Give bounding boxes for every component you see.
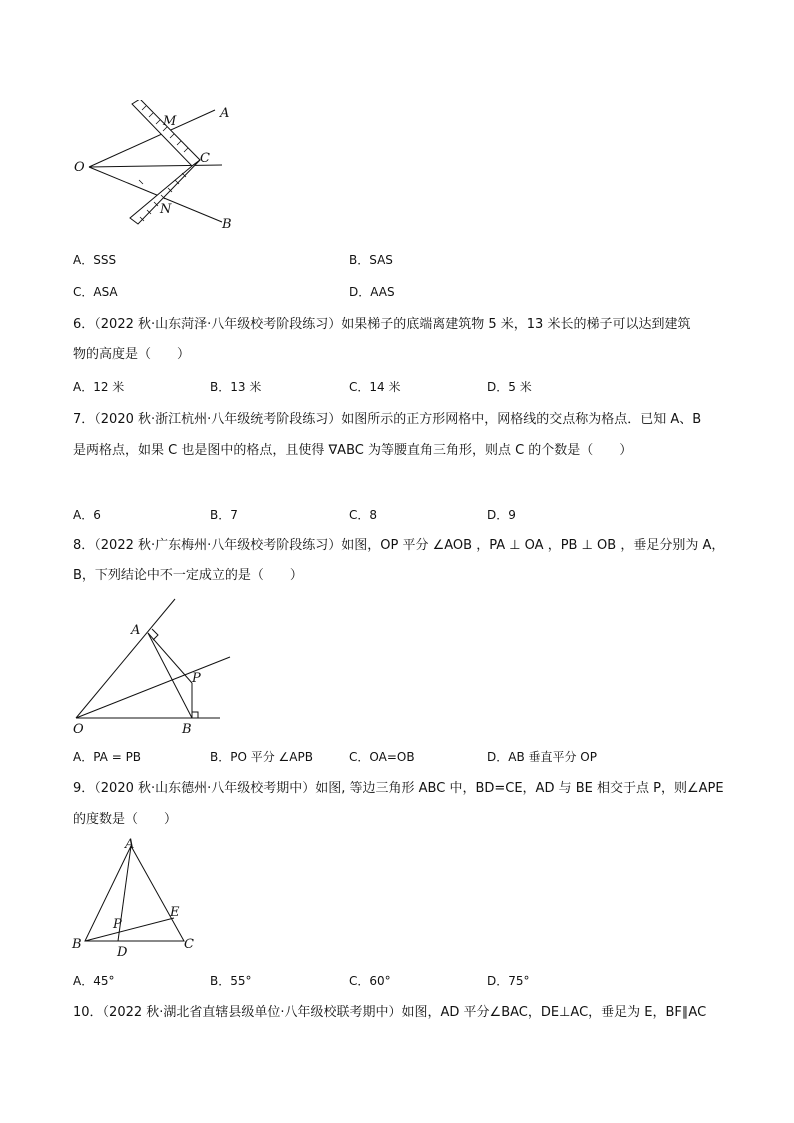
q8-option-b: B．PO 平分 ∠APB	[210, 750, 313, 764]
q9-figure	[68, 838, 208, 960]
q7-option-d: D．9	[487, 508, 516, 522]
q7-stem-line1: 7．（2020 秋·浙江杭州·八年级统考阶段练习）如图所示的正方形网格中，网格线的交点称为格点．已知 A、B	[73, 412, 702, 427]
q6-option-b: B．13 米	[210, 380, 262, 394]
label-c: C	[184, 937, 194, 952]
q8-option-a: A．PA = PB	[73, 750, 142, 764]
q7-option-b: B．7	[210, 508, 238, 522]
q6-option-d: D．5 米	[487, 380, 532, 394]
q7-option-c: C．8	[349, 508, 378, 522]
q5-option-b: B．SAS	[349, 253, 393, 267]
segment-be	[85, 918, 174, 941]
label-n: N	[160, 202, 172, 217]
ray-ob	[89, 167, 222, 222]
label-p: P	[113, 917, 122, 932]
label-b: B	[72, 937, 82, 952]
label-e: E	[170, 905, 180, 920]
q9-stem-line2: 的度数是（ ）	[73, 812, 178, 827]
q5-option-d: D．AAS	[349, 285, 395, 299]
label-b: B	[182, 722, 192, 737]
q7-stem-line2: 是两格点，如果 C 也是图中的格点，且使得 ∇ABC 为等腰直角三角形，则点 C 的个数是（ ）	[73, 443, 633, 458]
label-m: M	[163, 114, 177, 129]
triangle-abc	[85, 846, 184, 941]
q10-stem-line1: 10．（2022 秋·湖北省直辖县级单位·八年级校联考期中）如图，AD 平分∠BAC，DE⊥AC，垂足为 E，BF∥AC	[73, 1005, 707, 1020]
label-o: O	[73, 722, 84, 737]
q9-option-c: C．60°	[349, 974, 391, 988]
q6-option-a: A．12 米	[73, 380, 125, 394]
label-c: C	[200, 151, 210, 166]
label-d: D	[117, 945, 128, 960]
q9-option-b: B．55°	[210, 974, 252, 988]
q9-stem-line1: 9．（2020 秋·山东德州·八年级校考期中）如图, 等边三角形 ABC 中，BD=CE，AD 与 BE 相交于点 P，则∠APE	[73, 781, 724, 796]
q8-option-d: D．AB 垂直平分 OP	[487, 750, 597, 764]
ray-op	[76, 657, 230, 718]
label-p: P	[192, 671, 201, 686]
ray-oa	[76, 599, 175, 718]
q8-stem-line2: B，下列结论中不一定成立的是（ ）	[73, 568, 303, 583]
q6-option-c: C．14 米	[349, 380, 401, 394]
q9-option-a: A．45°	[73, 974, 115, 988]
label-a: A	[125, 838, 135, 852]
label-o: O	[74, 160, 85, 175]
label-a: A	[220, 106, 230, 121]
q8-option-c: C．OA=OB	[349, 750, 415, 764]
label-a: A	[131, 623, 141, 638]
q8-figure	[68, 595, 238, 740]
q8-stem-line1: 8．（2022 秋·广东梅州·八年级校考阶段练习）如图，OP 平分 ∠AOB ，PA ⊥ OA ，PB ⊥ OB ，垂足分别为 A，	[73, 538, 725, 553]
q5-option-c: C．ASA	[73, 285, 118, 299]
q7-option-a: A．6	[73, 508, 101, 522]
q6-stem-line1: 6．（2022 秋·山东菏泽·八年级校考阶段练习）如果梯子的底端离建筑物 5 米，13 米长的梯子可以达到建筑	[73, 317, 691, 332]
q5-figure	[70, 100, 250, 235]
q6-stem-line2: 物的高度是（ ）	[73, 347, 191, 362]
q9-option-d: D．75°	[487, 974, 530, 988]
label-b: B	[222, 217, 232, 232]
q5-option-a: A．SSS	[73, 253, 117, 267]
right-angle-mark-b	[192, 712, 198, 718]
